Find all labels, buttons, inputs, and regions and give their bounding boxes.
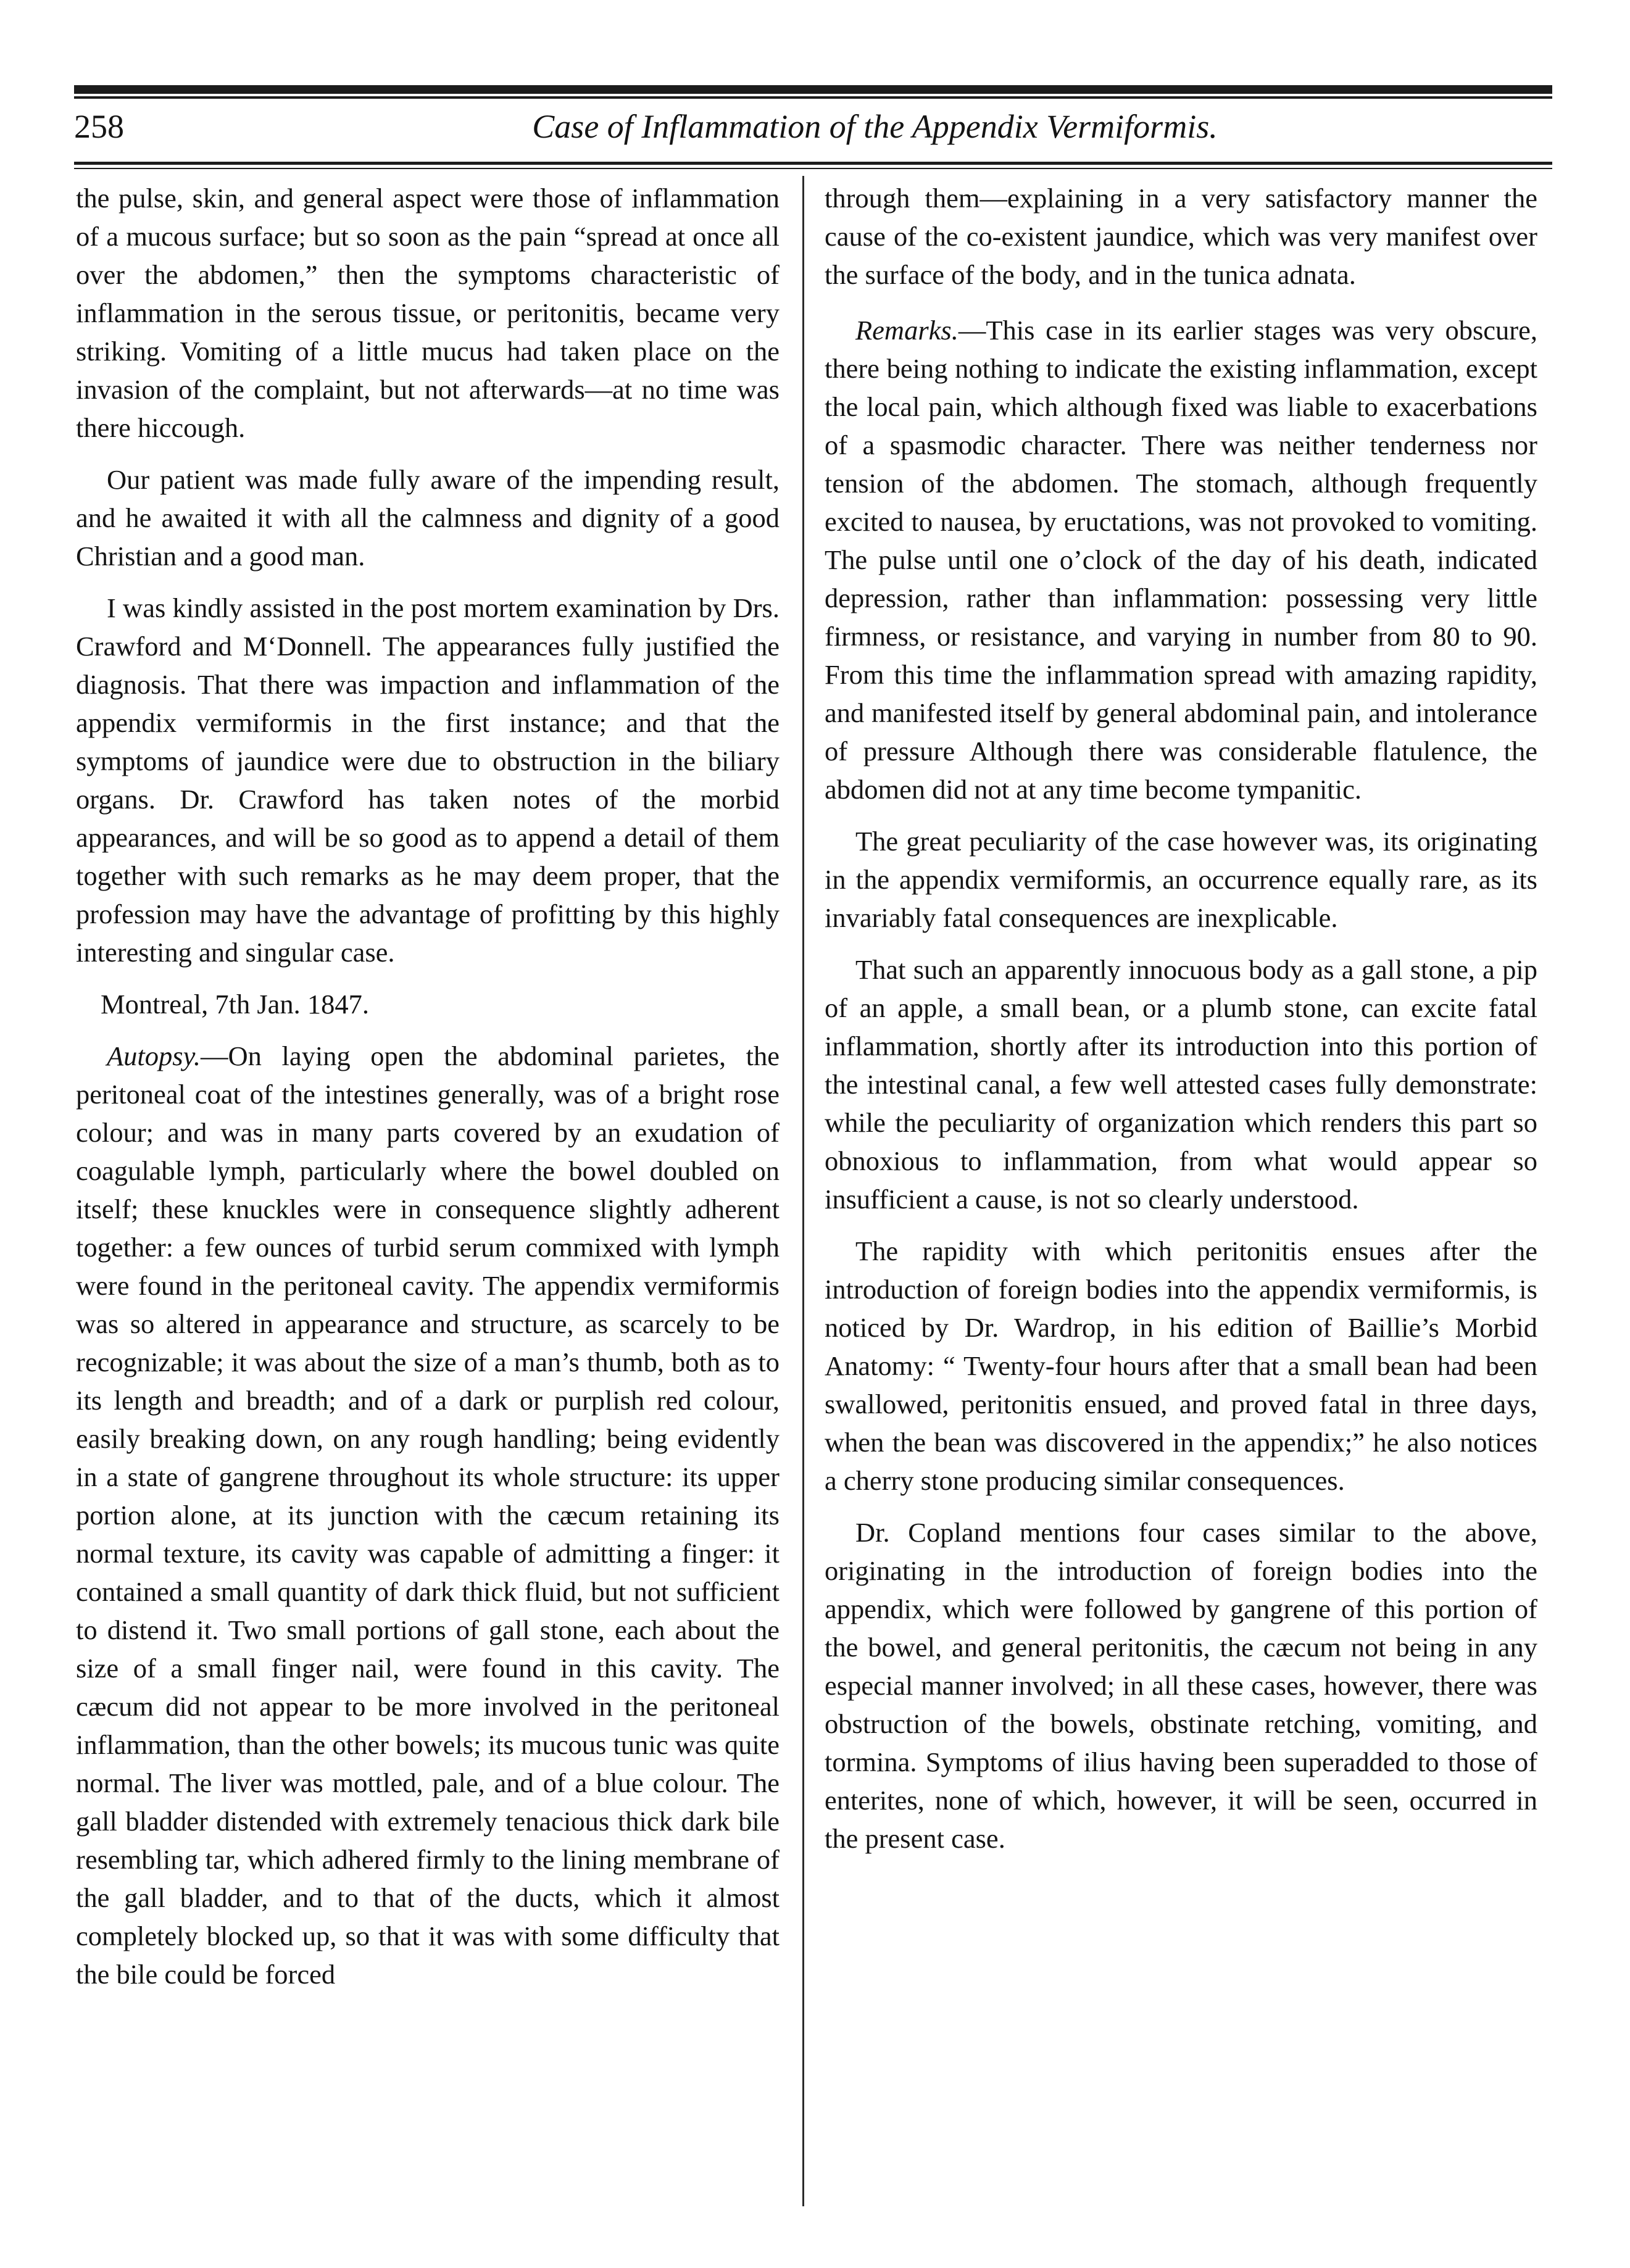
running-title: Case of Inflammation of the Appendix Vermiformis. [532, 108, 1218, 145]
column-divider [802, 176, 804, 2206]
paragraph-autopsy [76, 1037, 780, 1993]
paragraph-symptoms: the pulse, skin, and general aspect were those of inflammation of a mucous surface; but so soon as the pain “spread at once all over the abdomen,” then the symptoms characteristic of inflammation in the serous tissue, or peritonitis, became very striking. Vomiting of a little mucus had taken place on the invasion of the complaint, but not afterwards—at no time was there hiccough. [76, 183, 780, 443]
remarks-text: —This case in its earlier stages was very obscure, there being nothing to indicate the existing inflammation, except the local pain, which although fixed was liable to exacerbations of a spasmodic character. There was neither tenderness nor tension of the abdomen. The stomach, although frequently excited to nausea, by eructations, was not provoked to vomiting. The pulse until one o’clock of the day of his death, indicated depression, rather than inflammation: possessing very little firmness, or resistance, and varying in number from 80 to 90. From this time the inflammation spread with amazing rapidity, and manifested itself by general abdominal pain, and intolerance of pressure Although there was considerable flatulence, the abdomen did not at any time become tympanitic. [825, 315, 1537, 805]
paragraph-foreign-bodies: That such an apparently innocuous body as a gall stone, a pip of an apple, a small bean, or a plumb stone, can excite fatal inflammation, shortly after its introduction into this portion of the intestinal canal, a few well attested cases fully demonstrate: while the peculiarity of organization which renders this part so obnoxious to inflammation, from what would appear so insufficient a cause, is not so clearly understood. [825, 954, 1537, 1215]
right-column [825, 179, 1537, 1871]
paragraph-post-mortem: I was kindly assisted in the post mortem examination by Drs. Crawford and M‘Donnell. The appearances fully justified the diagnosis. That there was impaction and inflammation of the appendix vermiformis in the first instance; and that the symptoms of jaundice were due to obstruction in the biliary organs. Dr. Crawford has taken notes of the morbid appearances, and will be so good as to append a detail of them together with such remarks as he may deem proper, that the profession may have the advantage of profitting by this highly interesting and singular case. [76, 592, 780, 968]
paragraph-continuation: through them—explaining in a very satisfactory manner the cause of the co-existent jaundice, which was very manifest over the surface of the body, and in the tunica adnata. [825, 183, 1537, 290]
left-column [76, 179, 780, 2007]
paragraph-remarks [825, 311, 1537, 808]
top-rule-thin [74, 96, 1552, 99]
autopsy-text: —On laying open the abdominal parietes, the peritoneal coat of the intestines generally, was of a bright rose colour; and was in many parts covered by an exudation of coagulable lymph, particularly where the bowel doubled on itself; these knuckles were in consequence slightly adherent together: a few ounces of turbid serum commixed with lymph were found in the peritoneal cavity. The appendix vermiformis was so altered in appearance and structure, as scarcely to be recognizable; it was about the size of a man’s thumb, both as to its length and breadth; and of a dark or purplish red colour, easily breaking down, on any rough handling; being evidently in a state of gangrene throughout its whole structure: its upper portion alone, at its junction with the cæcum retaining its normal texture, its cavity was capable of admitting a finger: it contained a small quantity of dark thick fluid, but not sufficient to distend it. Two small portions of gall stone, each about the size of a small finger nail, were found in this cavity. The cæcum did not appear to be more involved in the peritoneal inflammation, than the other bowels; its mucous tunic was quite normal. The liver was mottled, pale, and of a blue colour. The gall bladder distended with extremely tenacious thick dark bile resembling tar, which adhered firmly to the lining membrane of the gall bladder, and to that of the ducts, which it almost completely blocked up, so that it was with some difficulty that the bile could be forced [76, 1041, 780, 1990]
dateline: Montreal, 7th Jan. 1847. [101, 989, 370, 1020]
top-rule [74, 85, 1552, 94]
page-number: 258 [74, 108, 124, 145]
header-rule [74, 162, 1552, 165]
paragraph-wardrop: The rapidity with which peritonitis ensues after the introduction of foreign bodies into the appendix vermiformis, is noticed by Dr. Wardrop, in his edition of Baillie’s Morbid Anatomy: “ Twenty-four hours after that a small bean had been swallowed, peritonitis ensued, and proved fatal in three days, when the bean was discovered in the appendix;” he also notices a cherry stone producing similar consequences. [825, 1236, 1537, 1496]
header-rule-thin [74, 168, 1552, 169]
paragraph-copland: Dr. Copland mentions four cases similar to the above, originating in the introduction of foreign bodies into the appendix, which were followed by gangrene of this portion of the bowel, and general peritonitis, the cæcum not being in any especial manner involved; in all these cases, however, there was obstruction of the bowels, obstinate retching, vomiting, and tormina. Symptoms of ilius having been superadded to those of enterites, none of which, however, it will be seen, occurred in the present case. [825, 1517, 1537, 1854]
remarks-heading: Remarks. [855, 315, 958, 346]
page-header [74, 106, 1552, 156]
paragraph-patient-result: Our patient was made fully aware of the impending result, and he awaited it with all the calmness and dignity of a good Christian and a good man. [76, 464, 780, 571]
autopsy-heading: Autopsy. [107, 1041, 201, 1071]
paragraph-peculiarity: The great peculiarity of the case however was, its originating in the appendix vermiformis, an occurrence equally rare, as its invariably fatal consequences are inexplicable. [825, 826, 1537, 933]
